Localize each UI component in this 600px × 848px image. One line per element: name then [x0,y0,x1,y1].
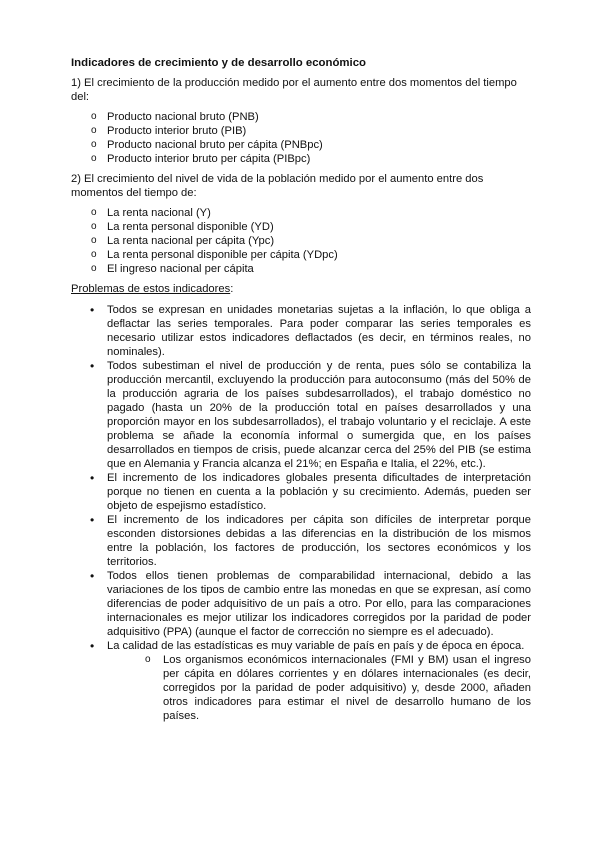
list-item: o Producto nacional bruto (PNB) [71,110,531,124]
question-1-list [71,110,531,166]
problems-list [71,303,531,723]
problem-item-text: La calidad de las estadísticas es muy variable de país en país y de época en época. [107,640,525,652]
problems-heading-colon: : [230,283,234,295]
problem-item: • Todos ellos tienen problemas de comparabilidad internacional, debido a las variaciones de los tipos de cambio entre las monedas en que se expresan, así como diferencias de poder adquisitivo de un país a otro. Por ello, para las comparaciones internacionales es mejor utilizar los indicadores corregidos por la paridad de poder adquisitivo (PPA) (aunque el factor de corrección no siempre es el adecuado). [71,569,531,639]
problem-item [71,639,531,723]
problem-item: • Todos subestiman el nivel de producción y de renta, pues sólo se contabiliza la producción mercantil, excluyendo la producción para autoconsumo (más del 50% de la producción agraria de los países subdesarrollados), el trabajo doméstico no pagado (hasta un 20% de la producción total en países desarrollados y una proporción mayor en los subdesarrollados), el trabajo voluntario y el reciclaje. A este problema se añade la economía informal o sumergida que, en los países desarrollados en tiempos de crisis, puede alcanzar cerca del 25% del PIB (se estima que en Alemania y Francia alcanza el 21%; en España e Italia, el 22%, etc.). [71,359,531,471]
list-item: o La renta nacional per cápita (Ypc) [71,234,531,248]
list-item: o La renta personal disponible per cápita (YDpc) [71,248,531,262]
sub-list-item: o Los organismos económicos internacionales (FMI y BM) usan el ingreso per cápita en dólares corrientes y en dólares internacionales (es decir, corregidos por la paridad de poder adquisitivo) y, desde 2000, añaden otros indicadores para estimar el nivel de desarrollo humano de los países. [145,653,531,723]
problems-heading [71,282,531,296]
question-2: 2) El crecimiento del nivel de vida de la población medido por el aumento entre dos momentos del tiempo de: [71,173,484,199]
problem-item: • El incremento de los indicadores globales presenta dificultades de interpretación porque no tienen en cuenta a la población y su crecimiento. Además, pueden ser objeto de espejismo estadístico. [71,471,531,513]
problem-item: • El incremento de los indicadores per cápita son difíciles de interpretar porque esconden distorsiones debidas a las diferencias en la distribución de los mismos entre la población, los factores de producción, los sectores económicos y los territorios. [71,513,531,569]
problems-heading-text: Problemas de estos indicadores [71,283,231,295]
list-item: o Producto interior bruto (PIB) [71,124,531,138]
document-body [71,56,531,723]
list-item: o La renta nacional (Y) [71,206,531,220]
question-1: 1) El crecimiento de la producción medido por el aumento entre dos momentos del tiempo del: [71,77,517,103]
list-item: o El ingreso nacional per cápita [71,262,531,276]
question-2-list [71,206,531,276]
list-item: o La renta personal disponible (YD) [71,220,531,234]
problem-sub-list [107,653,531,723]
list-item: o Producto nacional bruto per cápita (PNBpc) [71,138,531,152]
document-title: Indicadores de crecimiento y de desarrollo económico [71,57,366,69]
list-item: o Producto interior bruto per cápita (PIBpc) [71,152,531,166]
problem-item: • Todos se expresan en unidades monetarias sujetas a la inflación, lo que obliga a deflactar las series temporales. Para poder comparar las series temporales es necesario utilizar estos indicadores deflactados (es decir, en términos reales, no nominales). [71,303,531,359]
